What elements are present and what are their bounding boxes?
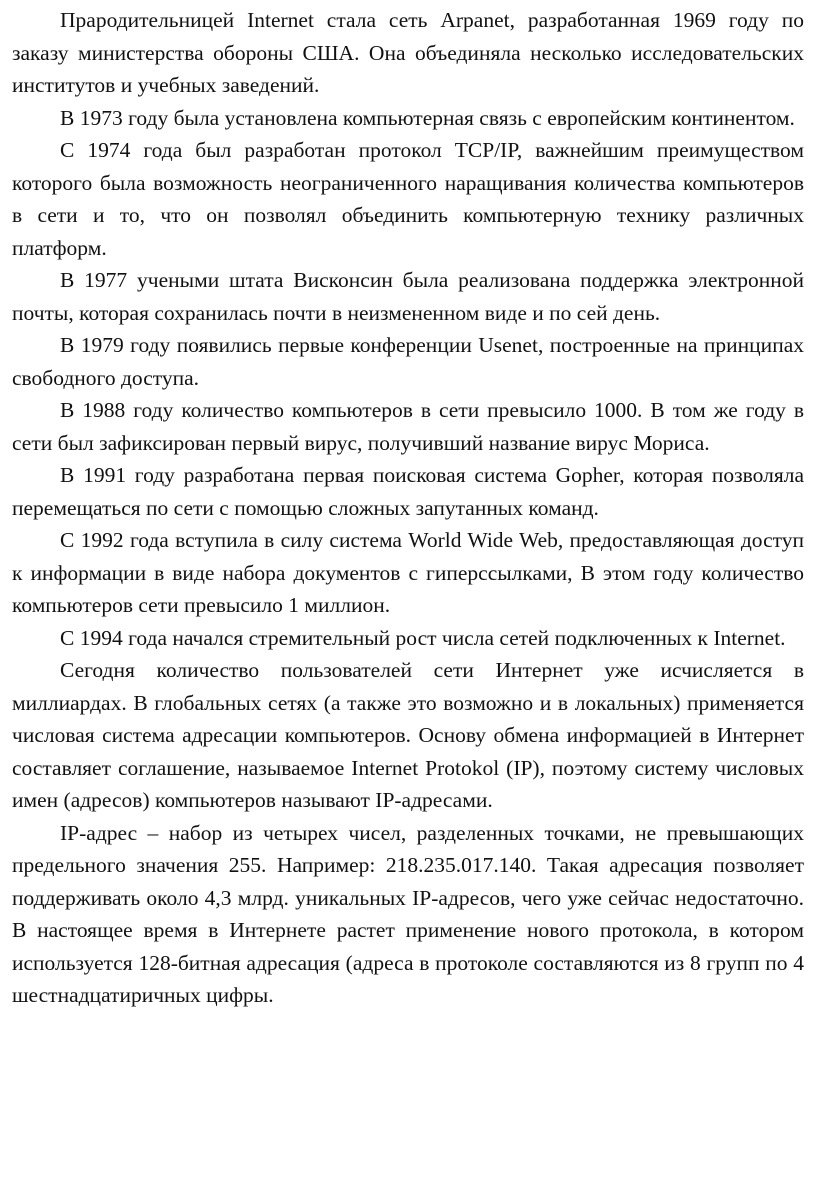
paragraph-ip-address-definition: IP-адрес – набор из четырех чисел, разделенных точками, не превышающих предельного значения 255. Например: 218.235.017.140. Такая адресация позволяет поддерживать около 4,3 млрд. уникальных IP-адресов, чего уже сейчас недостаточно. В настоящее время в Интернете растет применение нового протокола, в котором используется 128-битная адресация (адреса в протоколе составляются из 8 групп по 4 шестнадцатиричных цифры. (12, 820, 804, 1007)
paragraph-1977-email: В 1977 учеными штата Висконсин была реализована поддержка электронной почты, которая сохранилась почти в неизмененном виде и по сей день. (12, 268, 804, 325)
paragraph-1988-virus: В 1988 году количество компьютеров в сети превысило 1000. В том же году в сети был зафиксирован первый вирус, получивший название вирус Мориса. (12, 398, 804, 455)
paragraph-1992-www: С 1992 года вступила в силу система World Wide Web, предоставляющая доступ к информации в виде набора документов с гиперссылками, В этом году количество компьютеров сети превысило 1 миллион. (12, 528, 804, 617)
paragraph-1974-tcpip: С 1974 года был разработан протокол TCP/IP, важнейшим преимуществом которого была возможность неограниченного наращивания количества компьютеров в сети и то, что он позволял объединить компьютерную технику различных платформ. (12, 138, 804, 260)
paragraph-1991-gopher: В 1991 году разработана первая поисковая система Gopher, которая позволяла перемещаться по сети с помощью сложных запутанных команд. (12, 463, 804, 520)
paragraph-arpanet: Прародительницей Internet стала сеть Arpanet, разработанная 1969 году по заказу министерства обороны США. Она объединяла несколько исследовательских институтов и учебных заведений. (12, 8, 804, 97)
paragraph-1973: В 1973 году была установлена компьютерная связь с европейским континентом. (60, 105, 795, 130)
paragraph-ip-addressing: Сегодня количество пользователей сети Интернет уже исчисляется в миллиардах. В глобальных сетях (а также это возможно и в локальных) применяется числовая система адресации компьютеров. Основу обмена информацией в Интернет составляет соглашение, называемое Internet Protokol (IP), поэтому систему числовых имен (адресов) компьютеров называют IP-адресами. (12, 658, 804, 812)
paragraph-1979-usenet: В 1979 году появились первые конференции Usenet, построенные на принципах свободного доступа. (12, 333, 804, 390)
paragraph-1994-growth: С 1994 года начался стремительный рост числа сетей подключенных к Internet. (60, 625, 786, 650)
